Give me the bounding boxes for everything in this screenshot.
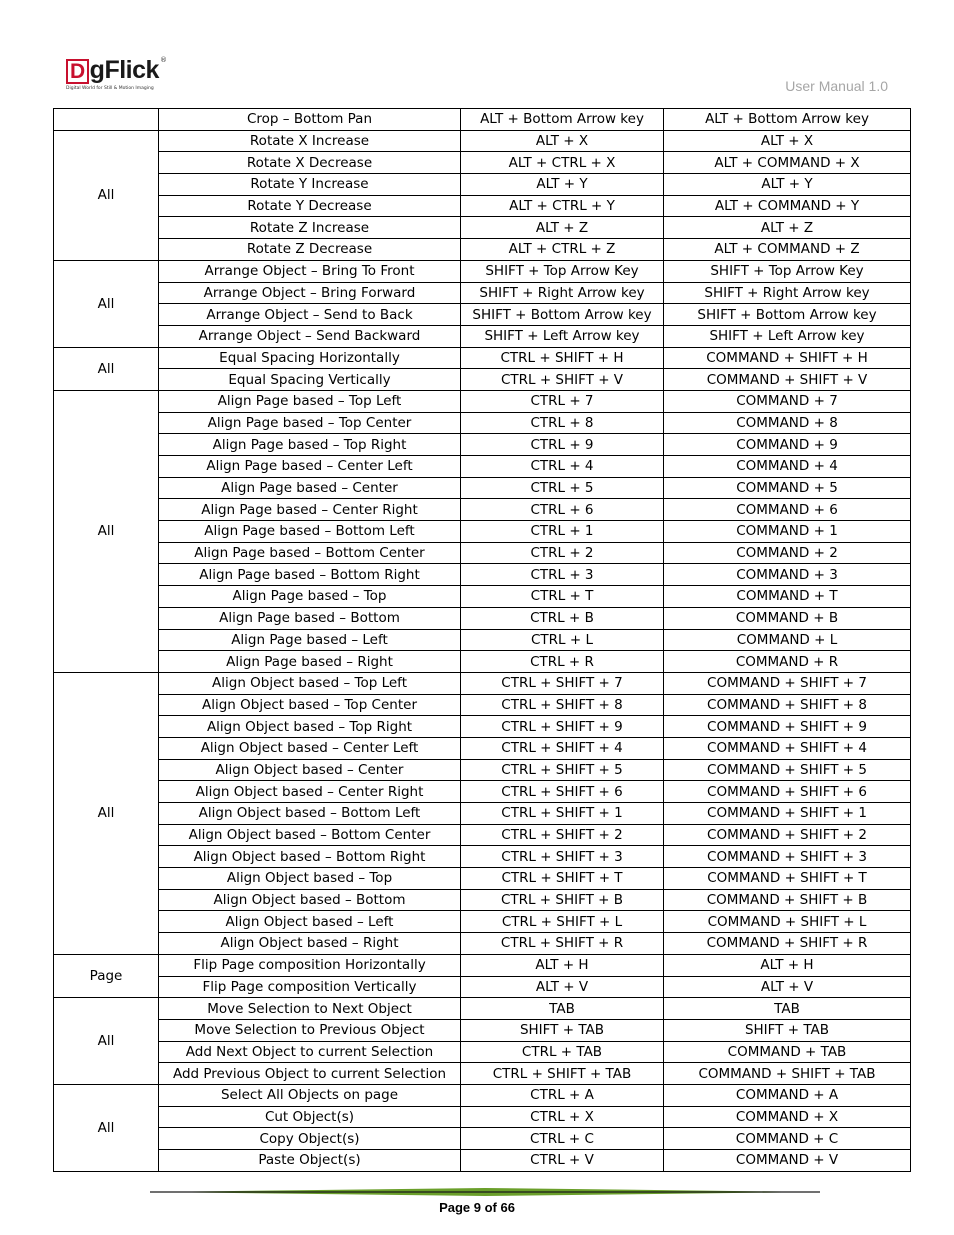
windows-shortcut-cell: SHIFT + Left Arrow key — [461, 325, 664, 347]
scope-cell: Page — [54, 954, 159, 997]
action-cell: Align Object based – Bottom — [159, 889, 461, 911]
scope-cell: All — [54, 390, 159, 672]
windows-shortcut-cell: CTRL + 8 — [461, 412, 664, 434]
table-row — [54, 911, 911, 933]
scope-cell: All — [54, 998, 159, 1085]
mac-shortcut-cell: ALT + Z — [664, 217, 911, 239]
logo-word-rest: gFlick — [89, 56, 159, 84]
page-number: Page 9 of 66 — [439, 1200, 515, 1215]
windows-shortcut-cell: CTRL + SHIFT + V — [461, 369, 664, 391]
windows-shortcut-cell: CTRL + SHIFT + 6 — [461, 781, 664, 803]
table-row — [54, 759, 911, 781]
mac-shortcut-cell: SHIFT + Right Arrow key — [664, 282, 911, 304]
mac-shortcut-cell: COMMAND + A — [664, 1084, 911, 1106]
dgflick-logo — [66, 56, 176, 96]
action-cell: Align Page based – Bottom Left — [159, 521, 461, 543]
action-cell: Align Object based – Top Left — [159, 672, 461, 694]
action-cell: Equal Spacing Vertically — [159, 369, 461, 391]
windows-shortcut-cell: CTRL + SHIFT + 4 — [461, 737, 664, 759]
mac-shortcut-cell: COMMAND + 5 — [664, 477, 911, 499]
action-cell: Rotate Z Increase — [159, 217, 461, 239]
windows-shortcut-cell: CTRL + SHIFT + L — [461, 911, 664, 933]
windows-shortcut-cell: CTRL + C — [461, 1128, 664, 1150]
table-row — [54, 1150, 911, 1172]
windows-shortcut-cell: CTRL + SHIFT + 9 — [461, 716, 664, 738]
action-cell: Move Selection to Next Object — [159, 998, 461, 1020]
action-cell: Move Selection to Previous Object — [159, 1019, 461, 1041]
table-row — [54, 954, 911, 976]
windows-shortcut-cell: CTRL + SHIFT + 3 — [461, 846, 664, 868]
shortcuts-table — [53, 108, 911, 1172]
action-cell: Cut Object(s) — [159, 1106, 461, 1128]
table-row — [54, 586, 911, 608]
table-row — [54, 889, 911, 911]
action-cell: Flip Page composition Vertically — [159, 976, 461, 998]
table-row — [54, 390, 911, 412]
mac-shortcut-cell: COMMAND + C — [664, 1128, 911, 1150]
action-cell: Arrange Object – Bring To Front — [159, 260, 461, 282]
action-cell: Align Page based – Bottom — [159, 607, 461, 629]
windows-shortcut-cell: CTRL + SHIFT + 8 — [461, 694, 664, 716]
mac-shortcut-cell: ALT + H — [664, 954, 911, 976]
table-row — [54, 868, 911, 890]
mac-shortcut-cell: COMMAND + SHIFT + R — [664, 933, 911, 955]
manual-version-label: User Manual 1.0 — [785, 78, 888, 94]
windows-shortcut-cell: ALT + Y — [461, 174, 664, 196]
table-row — [54, 737, 911, 759]
windows-shortcut-cell: CTRL + SHIFT + B — [461, 889, 664, 911]
scope-cell — [54, 109, 159, 131]
action-cell: Align Page based – Center — [159, 477, 461, 499]
table-row — [54, 651, 911, 673]
mac-shortcut-cell: COMMAND + SHIFT + T — [664, 868, 911, 890]
table-row — [54, 412, 911, 434]
windows-shortcut-cell: CTRL + 3 — [461, 564, 664, 586]
mac-shortcut-cell: COMMAND + T — [664, 586, 911, 608]
table-row — [54, 217, 911, 239]
windows-shortcut-cell: ALT + H — [461, 954, 664, 976]
action-cell: Copy Object(s) — [159, 1128, 461, 1150]
action-cell: Align Page based – Right — [159, 651, 461, 673]
table-row — [54, 1019, 911, 1041]
action-cell: Align Page based – Bottom Right — [159, 564, 461, 586]
table-row — [54, 694, 911, 716]
windows-shortcut-cell: CTRL + 6 — [461, 499, 664, 521]
table-row — [54, 824, 911, 846]
mac-shortcut-cell: ALT + V — [664, 976, 911, 998]
table-row — [54, 325, 911, 347]
mac-shortcut-cell: COMMAND + 9 — [664, 434, 911, 456]
mac-shortcut-cell: COMMAND + SHIFT + 3 — [664, 846, 911, 868]
mac-shortcut-cell: COMMAND + SHIFT + B — [664, 889, 911, 911]
shortcuts-table-body — [54, 109, 911, 1172]
windows-shortcut-cell: CTRL + TAB — [461, 1041, 664, 1063]
footer-divider — [150, 1186, 820, 1198]
mac-shortcut-cell: ALT + COMMAND + Y — [664, 195, 911, 217]
mac-shortcut-cell: COMMAND + SHIFT + TAB — [664, 1063, 911, 1085]
mac-shortcut-cell: COMMAND + 8 — [664, 412, 911, 434]
table-row — [54, 564, 911, 586]
action-cell: Rotate X Decrease — [159, 152, 461, 174]
table-row — [54, 174, 911, 196]
registered-mark: ® — [160, 56, 167, 64]
mac-shortcut-cell: COMMAND + SHIFT + 7 — [664, 672, 911, 694]
windows-shortcut-cell: TAB — [461, 998, 664, 1020]
windows-shortcut-cell: CTRL + X — [461, 1106, 664, 1128]
action-cell: Align Object based – Center — [159, 759, 461, 781]
action-cell: Align Object based – Bottom Right — [159, 846, 461, 868]
windows-shortcut-cell: CTRL + V — [461, 1150, 664, 1172]
windows-shortcut-cell: ALT + V — [461, 976, 664, 998]
action-cell: Add Next Object to current Selection — [159, 1041, 461, 1063]
scope-cell: All — [54, 130, 159, 260]
table-row — [54, 976, 911, 998]
action-cell: Rotate Z Decrease — [159, 239, 461, 261]
action-cell: Align Object based – Center Left — [159, 737, 461, 759]
windows-shortcut-cell: CTRL + 1 — [461, 521, 664, 543]
mac-shortcut-cell: COMMAND + SHIFT + 9 — [664, 716, 911, 738]
table-row — [54, 1041, 911, 1063]
table-row — [54, 109, 911, 131]
action-cell: Align Object based – Top — [159, 868, 461, 890]
action-cell: Select All Objects on page — [159, 1084, 461, 1106]
action-cell: Align Object based – Center Right — [159, 781, 461, 803]
windows-shortcut-cell: CTRL + SHIFT + T — [461, 868, 664, 890]
windows-shortcut-cell: SHIFT + Bottom Arrow key — [461, 304, 664, 326]
scope-cell: All — [54, 1084, 159, 1171]
windows-shortcut-cell: ALT + CTRL + X — [461, 152, 664, 174]
mac-shortcut-cell: COMMAND + 1 — [664, 521, 911, 543]
table-row — [54, 846, 911, 868]
mac-shortcut-cell: SHIFT + Top Arrow Key — [664, 260, 911, 282]
windows-shortcut-cell: CTRL + SHIFT + 2 — [461, 824, 664, 846]
scope-cell: All — [54, 347, 159, 390]
mac-shortcut-cell: COMMAND + TAB — [664, 1041, 911, 1063]
mac-shortcut-cell: ALT + COMMAND + Z — [664, 239, 911, 261]
windows-shortcut-cell: CTRL + SHIFT + TAB — [461, 1063, 664, 1085]
windows-shortcut-cell: CTRL + SHIFT + 7 — [461, 672, 664, 694]
mac-shortcut-cell: COMMAND + 4 — [664, 456, 911, 478]
mac-shortcut-cell: SHIFT + Left Arrow key — [664, 325, 911, 347]
logo-d-letter: D — [66, 59, 89, 84]
table-row — [54, 607, 911, 629]
table-row — [54, 195, 911, 217]
action-cell: Equal Spacing Horizontally — [159, 347, 461, 369]
mac-shortcut-cell: SHIFT + TAB — [664, 1019, 911, 1041]
mac-shortcut-cell: COMMAND + SHIFT + L — [664, 911, 911, 933]
windows-shortcut-cell: CTRL + L — [461, 629, 664, 651]
action-cell: Align Page based – Top — [159, 586, 461, 608]
windows-shortcut-cell: CTRL + SHIFT + H — [461, 347, 664, 369]
mac-shortcut-cell: TAB — [664, 998, 911, 1020]
windows-shortcut-cell: ALT + Bottom Arrow key — [461, 109, 664, 131]
mac-shortcut-cell: COMMAND + B — [664, 607, 911, 629]
windows-shortcut-cell: CTRL + T — [461, 586, 664, 608]
table-row — [54, 369, 911, 391]
action-cell: Rotate Y Increase — [159, 174, 461, 196]
windows-shortcut-cell: SHIFT + TAB — [461, 1019, 664, 1041]
action-cell: Rotate X Increase — [159, 130, 461, 152]
action-cell: Align Page based – Top Right — [159, 434, 461, 456]
mac-shortcut-cell: COMMAND + SHIFT + 1 — [664, 803, 911, 825]
table-row — [54, 130, 911, 152]
table-row — [54, 1106, 911, 1128]
mac-shortcut-cell: COMMAND + L — [664, 629, 911, 651]
action-cell: Arrange Object – Bring Forward — [159, 282, 461, 304]
windows-shortcut-cell: ALT + Z — [461, 217, 664, 239]
action-cell: Align Page based – Center Left — [159, 456, 461, 478]
action-cell: Align Object based – Left — [159, 911, 461, 933]
mac-shortcut-cell: COMMAND + 7 — [664, 390, 911, 412]
mac-shortcut-cell: SHIFT + Bottom Arrow key — [664, 304, 911, 326]
table-row — [54, 629, 911, 651]
table-row — [54, 781, 911, 803]
table-row — [54, 933, 911, 955]
logo-tagline: Digital World for Still & Motion Imaging — [66, 86, 154, 91]
table-row — [54, 803, 911, 825]
action-cell: Paste Object(s) — [159, 1150, 461, 1172]
table-row — [54, 998, 911, 1020]
mac-shortcut-cell: COMMAND + 3 — [664, 564, 911, 586]
table-row — [54, 456, 911, 478]
table-row — [54, 716, 911, 738]
windows-shortcut-cell: ALT + CTRL + Y — [461, 195, 664, 217]
logo-wordmark — [66, 56, 159, 84]
table-row — [54, 672, 911, 694]
windows-shortcut-cell: CTRL + SHIFT + R — [461, 933, 664, 955]
action-cell: Flip Page composition Horizontally — [159, 954, 461, 976]
mac-shortcut-cell: COMMAND + SHIFT + 6 — [664, 781, 911, 803]
action-cell: Align Object based – Bottom Left — [159, 803, 461, 825]
action-cell: Align Page based – Bottom Center — [159, 542, 461, 564]
action-cell: Crop – Bottom Pan — [159, 109, 461, 131]
table-row — [54, 542, 911, 564]
action-cell: Align Object based – Bottom Center — [159, 824, 461, 846]
windows-shortcut-cell: CTRL + SHIFT + 1 — [461, 803, 664, 825]
action-cell: Arrange Object – Send to Back — [159, 304, 461, 326]
mac-shortcut-cell: COMMAND + 2 — [664, 542, 911, 564]
action-cell: Rotate Y Decrease — [159, 195, 461, 217]
scope-cell: All — [54, 260, 159, 347]
table-row — [54, 347, 911, 369]
windows-shortcut-cell: CTRL + 2 — [461, 542, 664, 564]
windows-shortcut-cell: CTRL + SHIFT + 5 — [461, 759, 664, 781]
windows-shortcut-cell: SHIFT + Right Arrow key — [461, 282, 664, 304]
action-cell: Align Page based – Center Right — [159, 499, 461, 521]
action-cell: Add Previous Object to current Selection — [159, 1063, 461, 1085]
windows-shortcut-cell: ALT + X — [461, 130, 664, 152]
action-cell: Align Object based – Top Center — [159, 694, 461, 716]
action-cell: Align Page based – Top Left — [159, 390, 461, 412]
action-cell: Arrange Object – Send Backward — [159, 325, 461, 347]
table-row — [54, 1128, 911, 1150]
windows-shortcut-cell: ALT + CTRL + Z — [461, 239, 664, 261]
windows-shortcut-cell: CTRL + 9 — [461, 434, 664, 456]
mac-shortcut-cell: ALT + Bottom Arrow key — [664, 109, 911, 131]
mac-shortcut-cell: COMMAND + 6 — [664, 499, 911, 521]
action-cell: Align Page based – Top Center — [159, 412, 461, 434]
windows-shortcut-cell: CTRL + B — [461, 607, 664, 629]
table-row — [54, 282, 911, 304]
mac-shortcut-cell: COMMAND + R — [664, 651, 911, 673]
table-row — [54, 499, 911, 521]
action-cell: Align Object based – Right — [159, 933, 461, 955]
table-row — [54, 477, 911, 499]
action-cell: Align Page based – Left — [159, 629, 461, 651]
windows-shortcut-cell: CTRL + R — [461, 651, 664, 673]
windows-shortcut-cell: CTRL + 4 — [461, 456, 664, 478]
windows-shortcut-cell: SHIFT + Top Arrow Key — [461, 260, 664, 282]
mac-shortcut-cell: COMMAND + SHIFT + 8 — [664, 694, 911, 716]
mac-shortcut-cell: COMMAND + V — [664, 1150, 911, 1172]
table-row — [54, 1084, 911, 1106]
table-row — [54, 239, 911, 261]
mac-shortcut-cell: ALT + X — [664, 130, 911, 152]
table-row — [54, 434, 911, 456]
table-row — [54, 304, 911, 326]
mac-shortcut-cell: COMMAND + SHIFT + V — [664, 369, 911, 391]
mac-shortcut-cell: COMMAND + SHIFT + 2 — [664, 824, 911, 846]
table-row — [54, 1063, 911, 1085]
mac-shortcut-cell: ALT + COMMAND + X — [664, 152, 911, 174]
table-row — [54, 521, 911, 543]
mac-shortcut-cell: ALT + Y — [664, 174, 911, 196]
table-row — [54, 152, 911, 174]
scope-cell: All — [54, 672, 159, 954]
windows-shortcut-cell: CTRL + 5 — [461, 477, 664, 499]
windows-shortcut-cell: CTRL + A — [461, 1084, 664, 1106]
table-row — [54, 260, 911, 282]
mac-shortcut-cell: COMMAND + SHIFT + 5 — [664, 759, 911, 781]
mac-shortcut-cell: COMMAND + SHIFT + H — [664, 347, 911, 369]
action-cell: Align Object based – Top Right — [159, 716, 461, 738]
windows-shortcut-cell: CTRL + 7 — [461, 390, 664, 412]
mac-shortcut-cell: COMMAND + SHIFT + 4 — [664, 737, 911, 759]
mac-shortcut-cell: COMMAND + X — [664, 1106, 911, 1128]
